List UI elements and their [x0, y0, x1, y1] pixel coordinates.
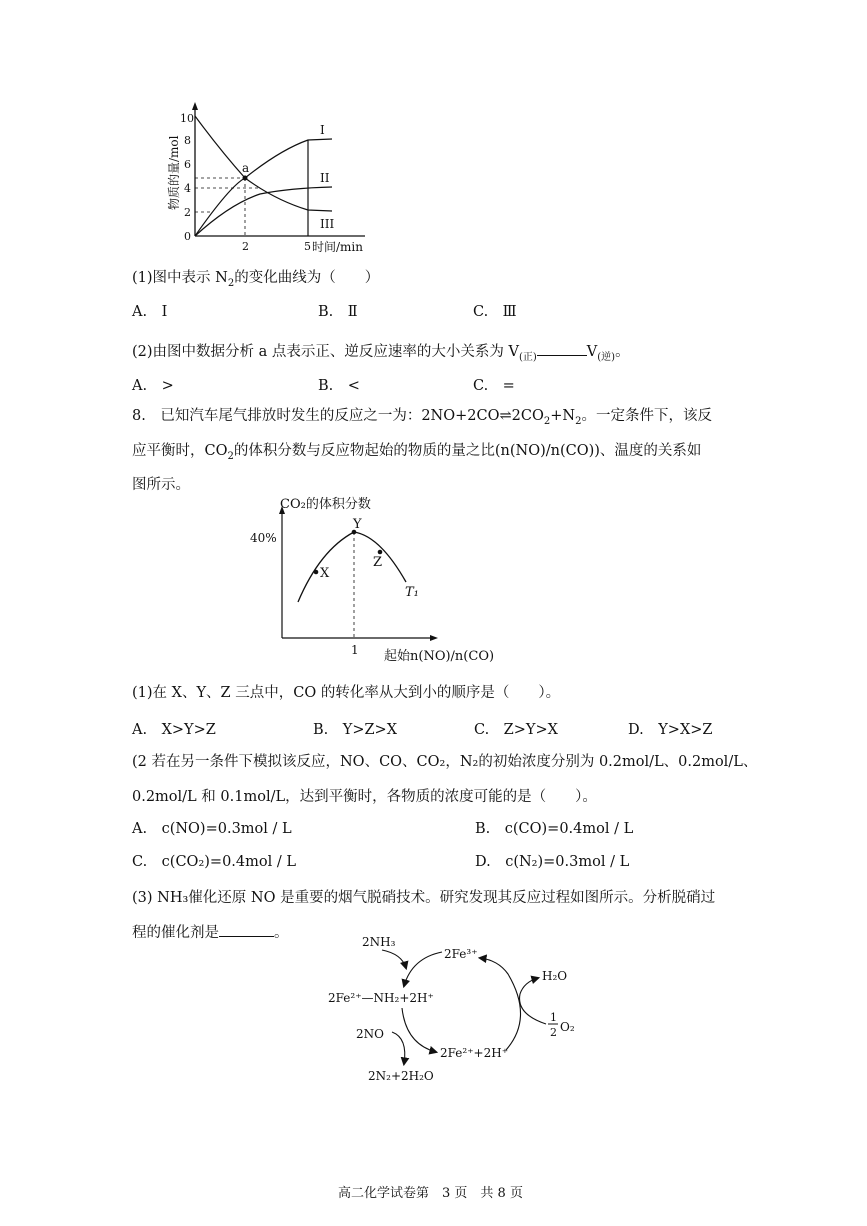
q7-sub2-option-b: B. <	[318, 378, 360, 394]
chart-x-tick-1: 1	[351, 643, 359, 657]
arrow-nh3-in	[382, 950, 406, 968]
y-tick-4: 4	[184, 182, 191, 195]
q8-stem-line1-sub2: 2	[575, 415, 582, 427]
curve-t1-label: T₁	[405, 585, 419, 600]
q7-sub2-sub2: (逆)	[597, 351, 616, 363]
q8-stem-line3: 图所示。	[132, 477, 190, 493]
curve-label-I: I	[320, 123, 325, 137]
q8-stem-line1-c: +N	[550, 408, 576, 424]
q8-sub2-line1: (2 若在另一条件下模拟该反应，NO、CO、CO₂，N₂的初始浓度分别为 0.2mol/L、0.2mol/L、	[132, 754, 758, 770]
catalytic-cycle-diagram	[320, 928, 590, 1093]
q8-stem-line1-b: 2CO	[511, 408, 544, 424]
q7-sub2	[132, 342, 630, 368]
amount-time-graph	[160, 100, 390, 260]
q7-sub2-option-c: C. =	[473, 378, 515, 394]
q7-sub1-suffix: 的变化曲线为（ ）	[234, 270, 380, 286]
y-tick-2: 2	[184, 206, 191, 219]
cycle-h2o: H₂O	[542, 969, 568, 983]
q8-sub3-line2-end: 。	[274, 925, 289, 941]
q7-sub2-prefix: (2)由图中数据分析 a 点表示正、逆反应速率的大小关系为 V	[132, 344, 519, 360]
q8-sub1-option-d: D. Y>X>Z	[628, 722, 713, 738]
q8-sub2-option-b: B. c(CO)=0.4mol / L	[475, 821, 634, 837]
arrow-no-in-products-out	[392, 1032, 405, 1064]
x-axis-label: 时间/min	[312, 240, 363, 254]
q8-sub2-option-c: C. c(CO₂)=0.4mol / L	[132, 854, 296, 870]
q8-stem-line2-a: 应平衡时，CO	[132, 443, 228, 459]
q7-sub1-sub: 2	[227, 277, 235, 289]
q7-sub1-option-a: A. I	[132, 304, 168, 320]
q7-sub2-option-a: A. >	[132, 378, 174, 394]
cycle-no: 2NO	[356, 1027, 384, 1041]
q7-sub2-suffix: 。	[615, 344, 630, 360]
cycle-o2: O₂	[560, 1020, 575, 1034]
equilibrium-arrow: ⇌	[499, 408, 512, 424]
page-footer: 高二化学试卷第 3 页 共 8 页	[338, 1186, 523, 1201]
q8-sub1-option-b: B. Y>Z>X	[313, 722, 398, 738]
q8-sub3-line1: (3) NH₃催化还原 NO 是重要的烟气脱硝技术。研究发现其反应过程如图所示。分析脱硝过	[132, 890, 716, 906]
y-tick-0: 0	[184, 230, 191, 243]
q8-sub2-option-a: A. c(NO)=0.3mol / L	[132, 821, 292, 837]
q7-sub1-option-c: C. Ⅲ	[473, 304, 517, 320]
curve-II	[195, 187, 335, 236]
y-tick-10: 10	[180, 112, 194, 125]
q8-stem-line1-a: 8. 已知汽车尾气排放时发生的反应之一为：2NO+2CO	[132, 408, 500, 424]
q8-stem-line1	[132, 406, 712, 432]
q7-sub1	[132, 268, 379, 294]
q8-stem-line2	[132, 441, 701, 467]
curve-label-II: II	[320, 171, 330, 185]
cycle-o2-frac-num: 1	[550, 1011, 557, 1024]
q7-sub2-sub1: (正)	[518, 351, 537, 363]
y-tick-6: 6	[184, 158, 191, 171]
q8-sub3-line2-text: 程的催化剂是	[132, 925, 219, 941]
q8-stem-line1-d: 。一定条件下，该反	[581, 408, 712, 424]
q7-sub2-mid: V	[586, 344, 598, 360]
arrow-fe2-to-fe3	[480, 958, 521, 1050]
cycle-nh3: 2NH₃	[362, 935, 396, 949]
x-tick-2: 2	[242, 240, 249, 253]
q8-sub1-option-a: A. X>Y>Z	[132, 722, 216, 738]
q8-sub2-option-d: D. c(N₂)=0.3mol / L	[475, 854, 630, 870]
catalyst-answer-blank[interactable]	[219, 936, 274, 937]
x-tick-5: 5	[304, 240, 311, 253]
q8-sub1: (1)在 X、Y、Z 三点中，CO 的转化率从大到小的顺序是（ ）。	[132, 685, 561, 701]
arrow-fe3-to-complex	[404, 952, 442, 986]
co2-fraction-chart	[240, 490, 510, 670]
y-axis-label: 物质的量/mol	[167, 135, 181, 210]
chart-y-label: CO₂的体积分数	[280, 497, 371, 512]
q8-stem-line2-b: 的体积分数与反应物起始的物质的量之比(n(NO)/n(CO))、温度的关系如	[233, 443, 702, 459]
q7-answer-blank[interactable]	[537, 355, 587, 356]
y-tick-8: 8	[184, 134, 191, 147]
cycle-fe2: 2Fe²⁺+2H⁺	[440, 1046, 509, 1060]
point-y-label: Y	[353, 517, 362, 532]
chart-x-label: 起始n(NO)/n(CO)	[384, 649, 495, 664]
q8-stem-line1-sub1: 2	[543, 415, 551, 427]
arrow-o2-in-h2o-out	[520, 978, 546, 1024]
curve-label-III: III	[320, 217, 335, 231]
chart-y-tick-40: 40%	[250, 531, 277, 545]
point-z-label: Z	[373, 555, 383, 570]
chart-curve-t1	[298, 532, 406, 602]
cycle-o2-frac-den: 2	[550, 1026, 557, 1039]
arrow-complex-to-fe2	[402, 1008, 436, 1052]
q7-sub1-option-b: B. Ⅱ	[318, 304, 358, 320]
q8-stem-line2-sub: 2	[227, 450, 234, 462]
q8-sub3-line2	[132, 923, 289, 943]
point-a-label: a	[242, 161, 250, 175]
cycle-products: 2N₂+2H₂O	[368, 1069, 434, 1083]
cycle-complex: 2Fe²⁺—NH₂+2H⁺	[328, 991, 434, 1005]
q7-sub1-prefix: (1)图中表示 N	[132, 270, 228, 286]
point-x-label: X	[320, 566, 330, 581]
q8-sub1-option-c: C. Z>Y>X	[474, 722, 558, 738]
cycle-fe3: 2Fe³⁺	[444, 947, 478, 961]
q8-sub2-line2: 0.2mol/L 和 0.1mol/L，达到平衡时，各物质的浓度可能的是（ ）。	[132, 789, 597, 805]
